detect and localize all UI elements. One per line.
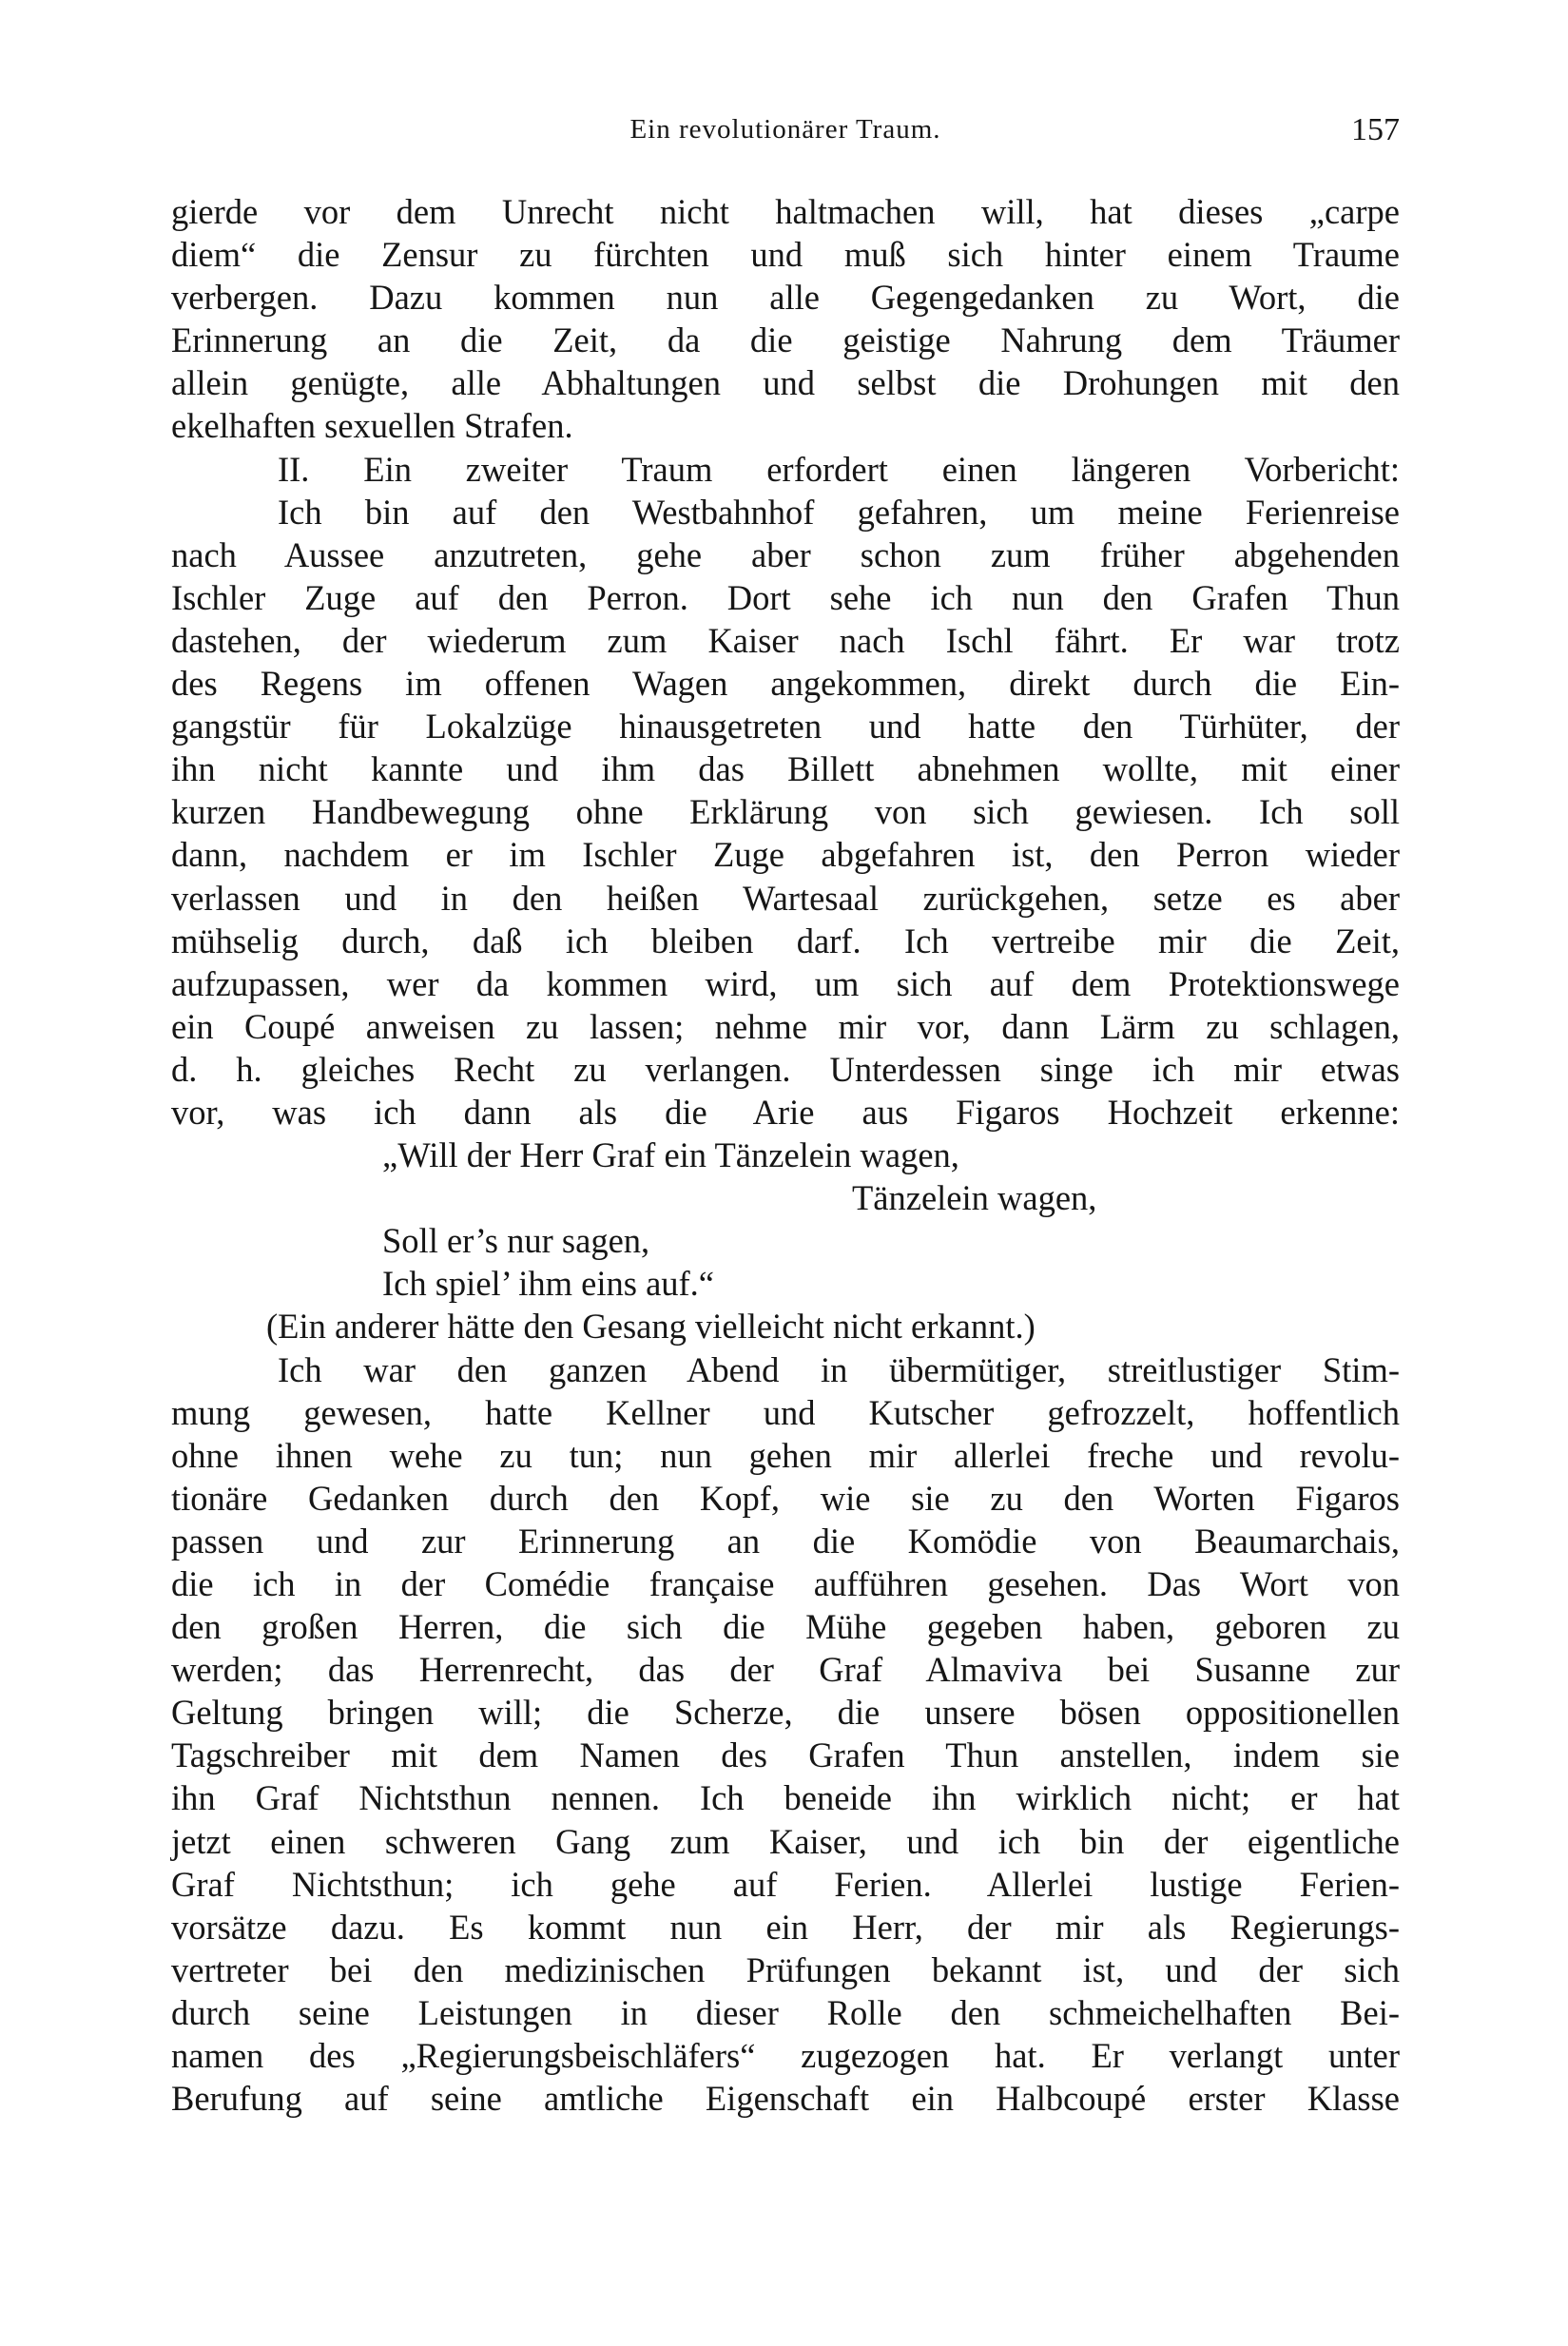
text-line: vor, was ich dann als die Arie aus Figaros Hochzeit erkenne: — [171, 1092, 1400, 1132]
text-line: gangstür für Lokalzüge hinausgetreten und hatte den Türhüter, der — [171, 707, 1400, 746]
text-line: ohne ihnen wehe zu tun; nun gehen mir allerlei freche und revolu- — [171, 1435, 1400, 1475]
text-line: II. Ein zweiter Traum erfordert einen längeren Vorbericht: — [278, 449, 1400, 489]
text-line: mung gewesen, hatte Kellner und Kutscher gefrozzelt, hoffentlich — [171, 1392, 1400, 1432]
text-line: mühselig durch, daß ich bleiben darf. Ich vertreibe mir die Zeit, — [171, 921, 1400, 960]
text-line: ekelhaften sexuellen Strafen. — [171, 406, 573, 446]
body-text — [171, 190, 1400, 2120]
text-line: vorsätze dazu. Es kommt nun ein Herr, der mir als Regierungs- — [171, 1907, 1400, 1947]
running-header — [171, 112, 1400, 154]
running-title: Ein revolutionärer Traum. — [629, 114, 941, 145]
page-number: 157 — [1351, 112, 1400, 147]
text-line: verlassen und in den heißen Wartesaal zurückgehen, setze es aber — [171, 878, 1400, 918]
text-line: Graf Nichtsthun; ich gehe auf Ferien. Allerlei lustige Ferien- — [171, 1864, 1400, 1904]
text-line: ein Coupé anweisen zu lassen; nehme mir vor, dann Lärm zu schlagen, — [171, 1006, 1400, 1046]
text-line: diem“ die Zensur zu fürchten und muß sich hinter einem Traume — [171, 235, 1400, 275]
text-line: Geltung bringen will; die Scherze, die unsere bösen oppositionellen — [171, 1693, 1400, 1733]
text-line: dastehen, der wiederum zum Kaiser nach Ischl fährt. Er war trotz — [171, 620, 1400, 660]
parenthetical-note: (Ein anderer hätte den Gesang vielleicht nicht erkannt.) — [266, 1307, 1036, 1347]
verse-line: „Will der Herr Graf ein Tänzelein wagen, — [382, 1135, 959, 1175]
text-line: Ich war den ganzen Abend in übermütiger, streitlustiger Stim- — [278, 1349, 1400, 1389]
text-line: Berufung auf seine amtliche Eigenschaft ein Halbcoupé erster Klasse — [171, 2079, 1400, 2119]
text-line: namen des „Regierungsbeischläfers“ zugezogen hat. Er verlangt unter — [171, 2036, 1400, 2076]
text-line: des Regens im offenen Wagen angekommen, direkt durch die Ein- — [171, 664, 1400, 704]
text-line: die ich in der Comédie française aufführen gesehen. Das Wort von — [171, 1564, 1400, 1603]
text-line: ihn nicht kannte und ihm das Billett abnehmen wollte, mit einer — [171, 749, 1400, 789]
text-line: Ischler Zuge auf den Perron. Dort sehe ich nun den Grafen Thun — [171, 577, 1400, 617]
text-line: allein genügte, alle Abhaltungen und selbst die Drohungen mit den — [171, 363, 1400, 403]
text-line: d. h. gleiches Recht zu verlangen. Unterdessen singe ich mir etwas — [171, 1049, 1400, 1089]
text-line: Ich bin auf den Westbahnhof gefahren, um meine Ferienreise — [278, 492, 1400, 532]
verse-line: Tänzelein wagen, — [852, 1178, 1097, 1218]
text-line: Erinnerung an die Zeit, da die geistige Nahrung dem Träumer — [171, 320, 1400, 360]
text-line: dann, nachdem er im Ischler Zuge abgefahren ist, den Perron wieder — [171, 835, 1400, 875]
text-line: gierde vor dem Unrecht nicht haltmachen will, hat dieses „carpe — [171, 192, 1400, 231]
verse-line: Ich spiel’ ihm eins auf.“ — [382, 1264, 714, 1304]
verse-line: Soll er’s nur sagen, — [382, 1221, 650, 1261]
text-line: kurzen Handbewegung ohne Erklärung von sich gewiesen. Ich soll — [171, 792, 1400, 832]
text-line: durch seine Leistungen in dieser Rolle den schmeichelhaften Bei- — [171, 1992, 1400, 2032]
text-line: ihn Graf Nichtsthun nennen. Ich beneide ihn wirklich nicht; er hat — [171, 1778, 1400, 1818]
text-line: werden; das Herrenrecht, das der Graf Almaviva bei Susanne zur — [171, 1650, 1400, 1690]
text-line: nach Aussee anzutreten, gehe aber schon zum früher abgehenden — [171, 534, 1400, 574]
text-line: verbergen. Dazu kommen nun alle Gegengedanken zu Wort, die — [171, 278, 1400, 318]
text-line: vertreter bei den medizinischen Prüfungen bekannt ist, und der sich — [171, 1949, 1400, 1989]
text-line: aufzupassen, wer da kommen wird, um sich auf dem Protektionswege — [171, 963, 1400, 1003]
text-line: den großen Herren, die sich die Mühe gegeben haben, geboren zu — [171, 1607, 1400, 1647]
text-line: passen und zur Erinnerung an die Komödie von Beaumarchais, — [171, 1521, 1400, 1561]
text-line: Tagschreiber mit dem Namen des Grafen Thun anstellen, indem sie — [171, 1735, 1400, 1775]
text-line: tionäre Gedanken durch den Kopf, wie sie zu den Worten Figaros — [171, 1478, 1400, 1518]
text-line: jetzt einen schweren Gang zum Kaiser, und ich bin der eigentliche — [171, 1821, 1400, 1861]
